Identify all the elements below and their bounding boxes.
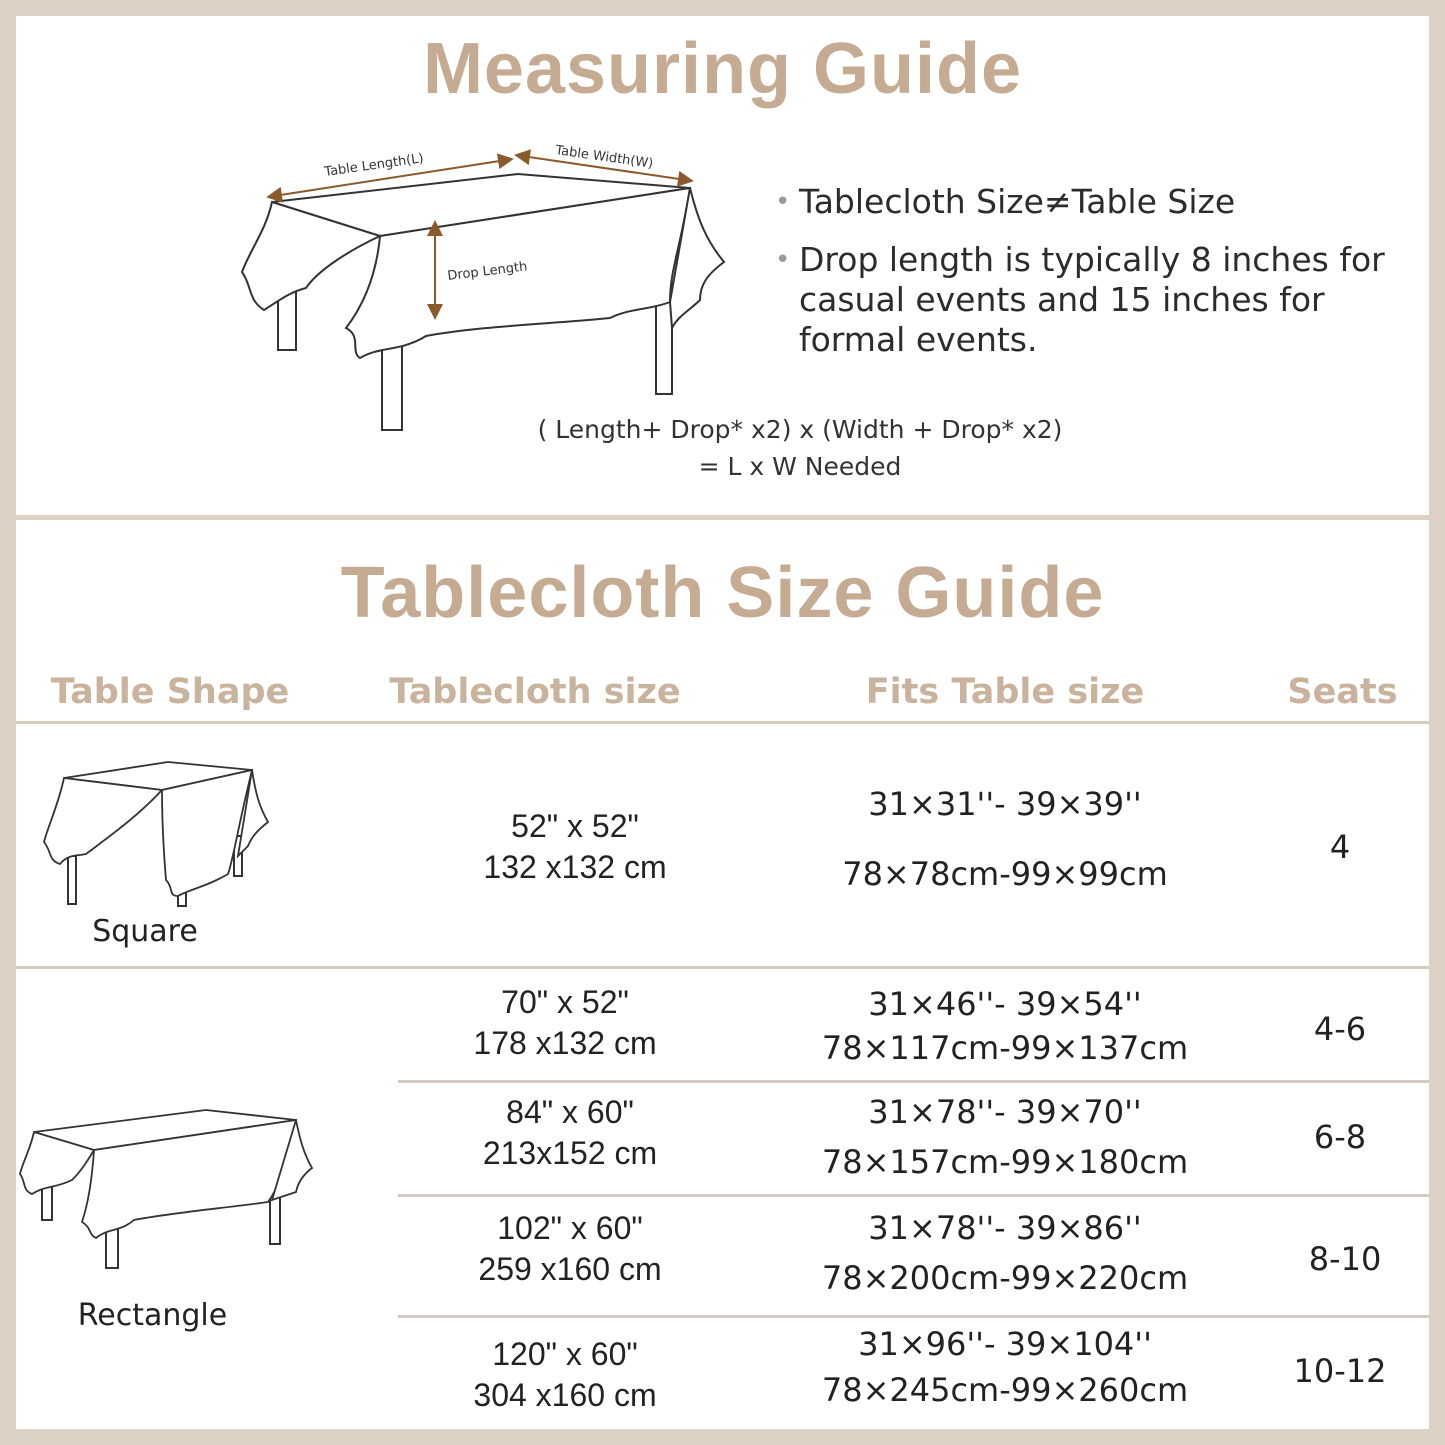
fit-size-in: 31×46''- 39×54'' — [868, 985, 1142, 1023]
header-tablecloth-size: Tablecloth size — [389, 672, 681, 712]
seats-value: 10-12 — [1293, 1352, 1387, 1390]
row-rule — [398, 1194, 1429, 1197]
table-row — [395, 1334, 735, 1416]
header-rule — [16, 721, 1429, 724]
header-table-shape: Table Shape — [50, 672, 290, 712]
fit-size-cm: 78×200cm-99×220cm — [821, 1259, 1189, 1297]
formula-line-1: ( Length+ Drop* x2) x (Width + Drop* x2) — [537, 415, 1063, 444]
tablecloth-size-cm: 213x152 cm — [482, 1135, 658, 1171]
seats-value: 8-10 — [1308, 1240, 1382, 1278]
row-rule — [16, 966, 1429, 969]
fit-size-cm: 78×157cm-99×180cm — [821, 1143, 1189, 1181]
fit-size-in: 31×96''- 39×104'' — [858, 1325, 1152, 1363]
fit-cell — [790, 782, 1220, 896]
bullet-item: • Tablecloth Size≠Table Size — [775, 182, 1236, 221]
fit-cell — [790, 1090, 1220, 1184]
row-rule — [398, 1315, 1429, 1318]
measuring-bullets — [775, 182, 1425, 378]
fit-cell — [790, 982, 1220, 1070]
section-divider — [16, 515, 1429, 520]
fit-size-in: 31×31''- 39×39'' — [868, 785, 1142, 823]
tablecloth-size-cm: 259 x160 cm — [478, 1251, 662, 1287]
fit-size-in: 31×78''- 39×70'' — [868, 1093, 1142, 1131]
drop-label: Drop Length — [446, 259, 529, 284]
tablecloth-size-cm: 132 x132 cm — [483, 849, 667, 885]
rectangle-table-icon — [16, 1104, 316, 1274]
tablecloth-size-cm: 304 x160 cm — [473, 1377, 657, 1413]
tablecloth-size-in: 70" x 52" — [501, 984, 629, 1020]
bullet-dot-icon: • — [775, 187, 791, 217]
bullet-dot-icon: • — [775, 245, 791, 275]
table-measure-diagram — [230, 140, 740, 440]
table-row — [395, 982, 735, 1064]
row-rule — [398, 1080, 1429, 1083]
square-table-icon — [38, 756, 274, 908]
fit-cell — [790, 1322, 1220, 1412]
fit-size-cm: 78×245cm-99×260cm — [821, 1371, 1189, 1409]
table-row — [400, 1092, 740, 1174]
length-label: Table Length(L) — [323, 151, 425, 180]
shape-label-square: Square — [92, 914, 198, 949]
header-fits-table-size: Fits Table size — [865, 672, 1145, 712]
fit-size-in: 31×78''- 39×86'' — [868, 1209, 1142, 1247]
size-guide-title: Tablecloth Size Guide — [340, 553, 1105, 633]
tablecloth-size-in: 102" x 60" — [497, 1210, 643, 1246]
seats-value: 4 — [1329, 828, 1351, 866]
formula-line-2: = L x W Needed — [698, 452, 902, 481]
tablecloth-size-in: 52" x 52" — [511, 808, 639, 844]
width-label: Table Width(W) — [554, 143, 655, 172]
fit-size-cm: 78×117cm-99×137cm — [821, 1029, 1189, 1067]
seats-value: 4-6 — [1313, 1010, 1367, 1048]
table-leg — [382, 345, 402, 430]
header-seats: Seats — [1287, 672, 1398, 712]
table-row — [400, 806, 750, 888]
measuring-guide-title: Measuring Guide — [422, 29, 1023, 109]
tablecloth-size-in: 84" x 60" — [506, 1094, 634, 1130]
table-row — [400, 1208, 740, 1290]
tablecloth-size-cm: 178 x132 cm — [473, 1025, 657, 1061]
shape-label-rectangle: Rectangle — [77, 1298, 228, 1333]
tablecloth-size-in: 120" x 60" — [492, 1336, 638, 1372]
bullet-item: • Drop length is typically 8 inches for casual events and 15 inches for formal events. — [775, 240, 1385, 359]
fit-cell — [790, 1206, 1220, 1300]
seats-value: 6-8 — [1313, 1118, 1367, 1156]
fit-size-cm: 78×78cm-99×99cm — [842, 855, 1168, 893]
